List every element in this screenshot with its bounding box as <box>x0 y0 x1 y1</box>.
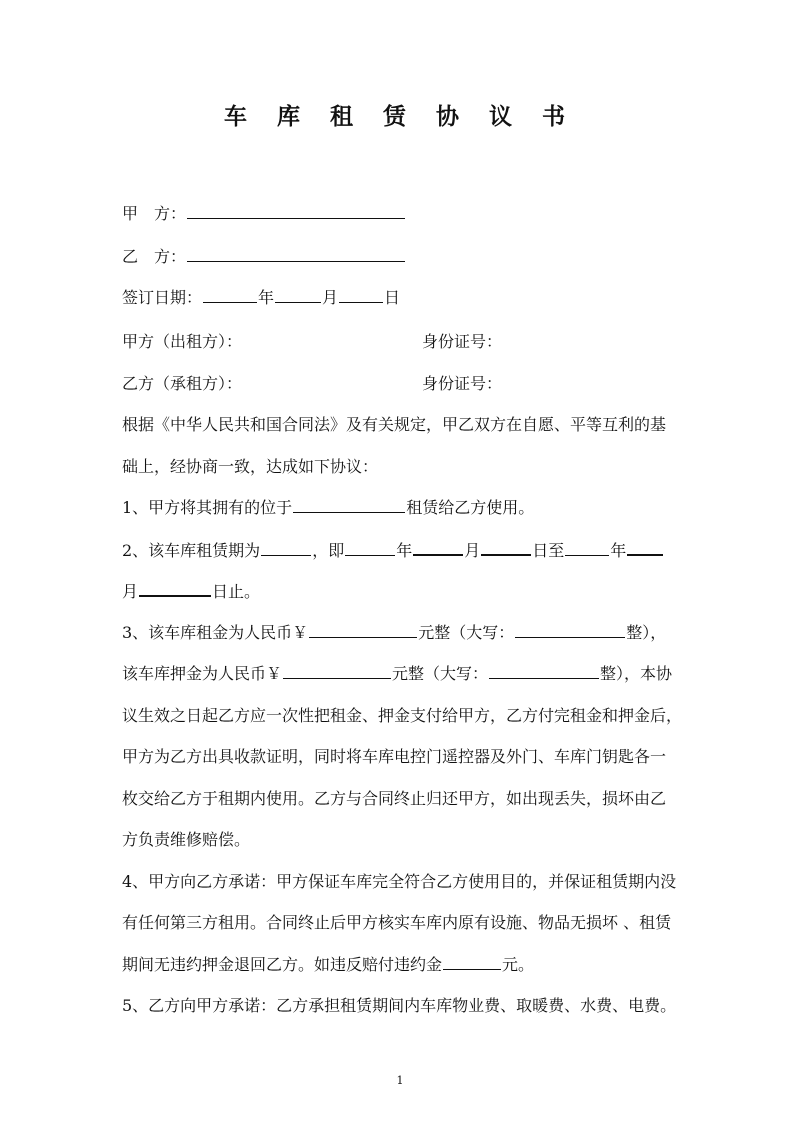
sign-year-blank[interactable] <box>203 287 257 303</box>
page-number: 1 <box>396 1074 404 1087</box>
clause-3-line-2 <box>122 663 692 685</box>
clause-4-line-1: 4、甲方向乙方承诺：甲方保证车库完全符合乙方使用目的，并保证租赁期内没 <box>122 872 677 891</box>
clause-3-line-5: 枚交给乙方于租期内使用。乙方与合同终止归还甲方，如出现丢失，损坏由乙 <box>122 789 667 808</box>
clause-3-line-3: 议生效之日起乙方应一次性把租金、押金支付给甲方，乙方付完租金和押金后， <box>122 706 683 725</box>
party-a-blank[interactable] <box>187 203 405 219</box>
clause-1 <box>122 497 692 519</box>
end-month-blank-a[interactable] <box>627 539 663 556</box>
clause-2-c: 年 <box>396 541 413 560</box>
end-day-blank[interactable] <box>139 580 211 597</box>
clause-2-g: 月 <box>122 582 139 601</box>
clause-4-line-2: 有任何第三方租用。合同终止后甲方核实车库内原有设施、物品无损坏 、租赁 <box>122 913 672 932</box>
sign-day-label: 日 <box>384 288 401 307</box>
start-year-blank[interactable] <box>345 540 395 556</box>
clause-3-line-1 <box>122 622 692 644</box>
clause-1-post: 租赁给乙方使用。 <box>406 498 535 517</box>
penalty-blank[interactable] <box>443 954 501 970</box>
clause-3-l1a: 3、该车库租金为人民币￥ <box>122 623 309 642</box>
clause-2-line-2 <box>122 580 692 603</box>
clause-2-h: 日止。 <box>212 582 261 601</box>
clause-3-l2a: 该车库押金为人民币￥ <box>122 664 283 683</box>
clause-3-line-6: 方负责维修赔偿。 <box>122 830 251 849</box>
clause-2-a: 2、该车库租赁期为 <box>122 541 261 560</box>
clause-4-line-3 <box>122 954 692 976</box>
sign-date-line <box>122 287 692 309</box>
intro-line-2: 础上，经协商一致，达成如下协议： <box>122 457 379 476</box>
sign-date-label: 签订日期： <box>122 288 203 307</box>
lessee-label: 乙方（承租方）： <box>122 374 243 393</box>
lessor-id-label: 身份证号： <box>422 332 503 351</box>
deposit-words-blank[interactable] <box>489 663 599 679</box>
clause-3-l1b: 元整（大写： <box>418 623 515 642</box>
clause-3-l2c: 整），本协 <box>600 664 673 683</box>
start-day-blank[interactable] <box>481 539 531 556</box>
clause-5-line-1: 5、乙方向甲方承诺：乙方承担租赁期间内车库物业费、取暖费、水费、电费。 <box>122 996 677 1015</box>
start-month-blank[interactable] <box>413 539 463 556</box>
clause-2-d: 月 <box>464 541 481 560</box>
clause-2-e: 日至 <box>532 541 565 560</box>
end-year-blank[interactable] <box>565 540 609 556</box>
clause-2-line-1 <box>122 539 692 562</box>
deposit-amount-blank[interactable] <box>283 663 391 679</box>
clause-3-l1c: 整）， <box>626 623 667 642</box>
clause-1-pre: 1、甲方将其拥有的位于 <box>122 498 293 517</box>
intro-line-1: 根据《中华人民共和国合同法》及有关规定，甲乙双方在自愿、平等互利的基 <box>122 415 667 434</box>
clause-2-f: 年 <box>610 541 627 560</box>
clause-3-line-4: 甲方为乙方出具收款证明，同时将车库电控门遥控器及外门、车库门钥匙各一 <box>122 747 667 766</box>
document-title: 车 库 租 赁 协 议 书 <box>223 103 577 130</box>
sign-day-blank[interactable] <box>339 287 383 303</box>
clause-4-l3b: 元。 <box>502 955 535 974</box>
rent-amount-blank[interactable] <box>309 622 417 638</box>
rent-words-blank[interactable] <box>515 622 625 638</box>
term-blank[interactable] <box>261 540 311 556</box>
party-b-label: 乙 方： <box>122 247 187 266</box>
party-a-label: 甲 方： <box>122 204 187 223</box>
sign-month-blank[interactable] <box>275 287 321 303</box>
sign-year-label: 年 <box>258 288 275 307</box>
lessee-id-label: 身份证号： <box>422 374 503 393</box>
clause-2-b: ，即 <box>312 541 345 560</box>
clause-4-l3a: 期间无违约押金退回乙方。如违反赔付违约金 <box>122 955 443 974</box>
location-blank[interactable] <box>293 497 405 513</box>
clause-3-l2b: 元整（大写： <box>392 664 489 683</box>
sign-month-label: 月 <box>322 288 339 307</box>
party-a-line <box>122 203 692 225</box>
lessor-label: 甲方（出租方）： <box>122 332 243 351</box>
party-b-blank[interactable] <box>187 246 405 262</box>
party-b-line <box>122 246 692 268</box>
